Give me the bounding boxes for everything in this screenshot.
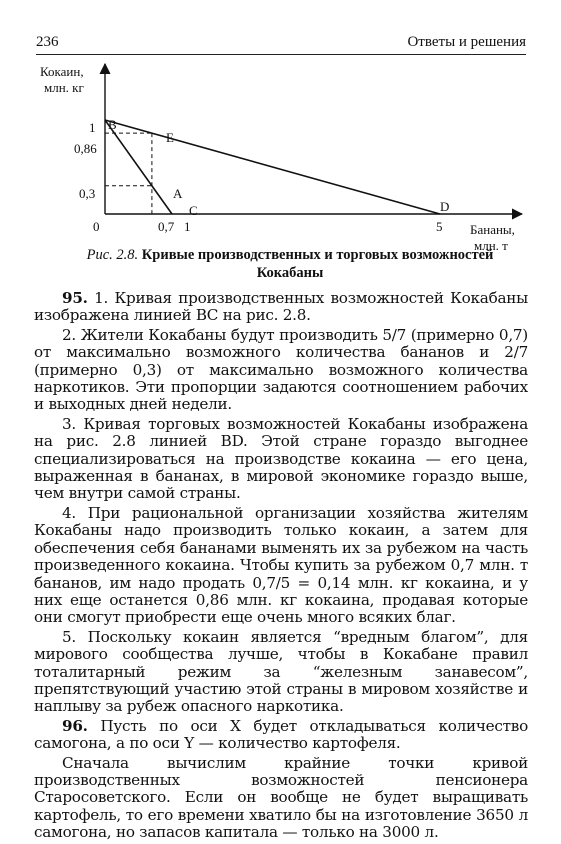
origin-label: 0 <box>93 219 100 234</box>
point-b-label: B <box>108 117 117 132</box>
y-axis-label-1: Кокаин, <box>40 64 84 79</box>
y-tick-1: 1 <box>89 120 96 135</box>
paragraph-text: 5. Поскольку кокаин является “вредным благом”, для мирового сообщества лучше, чтобы в Кокабане правил тоталитарный режим за “железным занавесом”, препятствующий участию этой страны в мировом хозяйстве и наплыву за рубеж опасного наркотика. <box>34 627 528 716</box>
x-axis-label-2: млн. т <box>474 238 508 253</box>
paragraph-text: 4. При рациональной организации хозяйства жителям Кокабаны надо производить только кокаин, а затем для обеспечения себя бананами выменять их за рубежом на часть произведенного кокаина. Чтобы купить за рубежом 0,7 млн. т бананов, им надо продать 0,7/5 = 0,14 млн. кг кокаина, и у них еще останется 0,86 млн. кг кокаина, продавая которые они смогут приобрести еще очень много всяких благ. <box>34 503 528 627</box>
x-tick-5: 5 <box>436 219 443 234</box>
y-tick-03: 0,3 <box>79 186 96 201</box>
point-c-label: C <box>189 203 198 218</box>
production-line-bc <box>105 120 172 214</box>
x-axis-label-1: Бананы, <box>470 222 515 237</box>
caption-number: Рис. 2.8. <box>86 247 139 263</box>
paragraph-text: 2. Жители Кокабаны будут производить 5/7 (примерно 0,7) от максимально возможного количества бананов и 2/7 (примерно 0,3) от максимально возможного количества наркотиков. Эти пропорции задаются соотношением рабочих и выходных дней недели. <box>34 325 528 414</box>
y-axis-label-2: млн. кг <box>44 80 84 95</box>
caption-title: Кривые производственных и торговых возможностей Кокабаны <box>141 247 494 281</box>
problem-number: 95. <box>62 289 88 307</box>
figure-caption <box>60 246 520 282</box>
paragraph-text: Пусть по оси X будет откладываться количество самогона, а по оси Y — количество картофеля. <box>34 716 528 753</box>
point-a-label: A <box>173 186 183 201</box>
page-header <box>36 32 526 54</box>
paragraph-text: Сначала вычислим крайние точки кривой производственных возможностей пенсионера Старосоветского. Если он вообще не будет выращивать картофель, то его времени хватило бы на изготовление 3650 л самогона, но запасов капитала — только на 3000 л. <box>34 753 528 842</box>
paragraph <box>34 416 528 503</box>
running-title: Ответы и решения <box>407 34 526 50</box>
x-tick-07: 0,7 <box>158 219 175 234</box>
paragraph <box>34 755 528 842</box>
point-e-label: E <box>166 130 174 145</box>
paragraph <box>34 327 528 414</box>
ppf-diagram <box>0 58 561 258</box>
paragraph-text: 1. Кривая производственных возможностей Кокабаны изображена линией ВС на рис. 2.8. <box>34 289 528 325</box>
y-tick-086: 0,86 <box>74 141 97 156</box>
paragraph-text: 3. Кривая торговых возможностей Кокабаны изображена на рис. 2.8 линией BD. Этой стране гораздо выгоднее специализироваться на производстве кокаина — его цена, выраженная в бананах, в мировой экономике гораздо выше, чем внутри самой страны. <box>34 414 528 503</box>
paragraph <box>34 629 528 716</box>
trade-line-bd <box>105 120 440 214</box>
paragraph <box>34 718 528 753</box>
header-rule <box>36 54 526 55</box>
point-d-label: D <box>440 199 450 214</box>
paragraph <box>34 290 528 325</box>
figure-2-8 <box>0 58 561 258</box>
body-text <box>34 290 528 844</box>
x-tick-1: 1 <box>184 219 191 234</box>
page-number: 236 <box>36 34 59 50</box>
problem-number: 96. <box>62 716 88 735</box>
paragraph <box>34 505 528 627</box>
